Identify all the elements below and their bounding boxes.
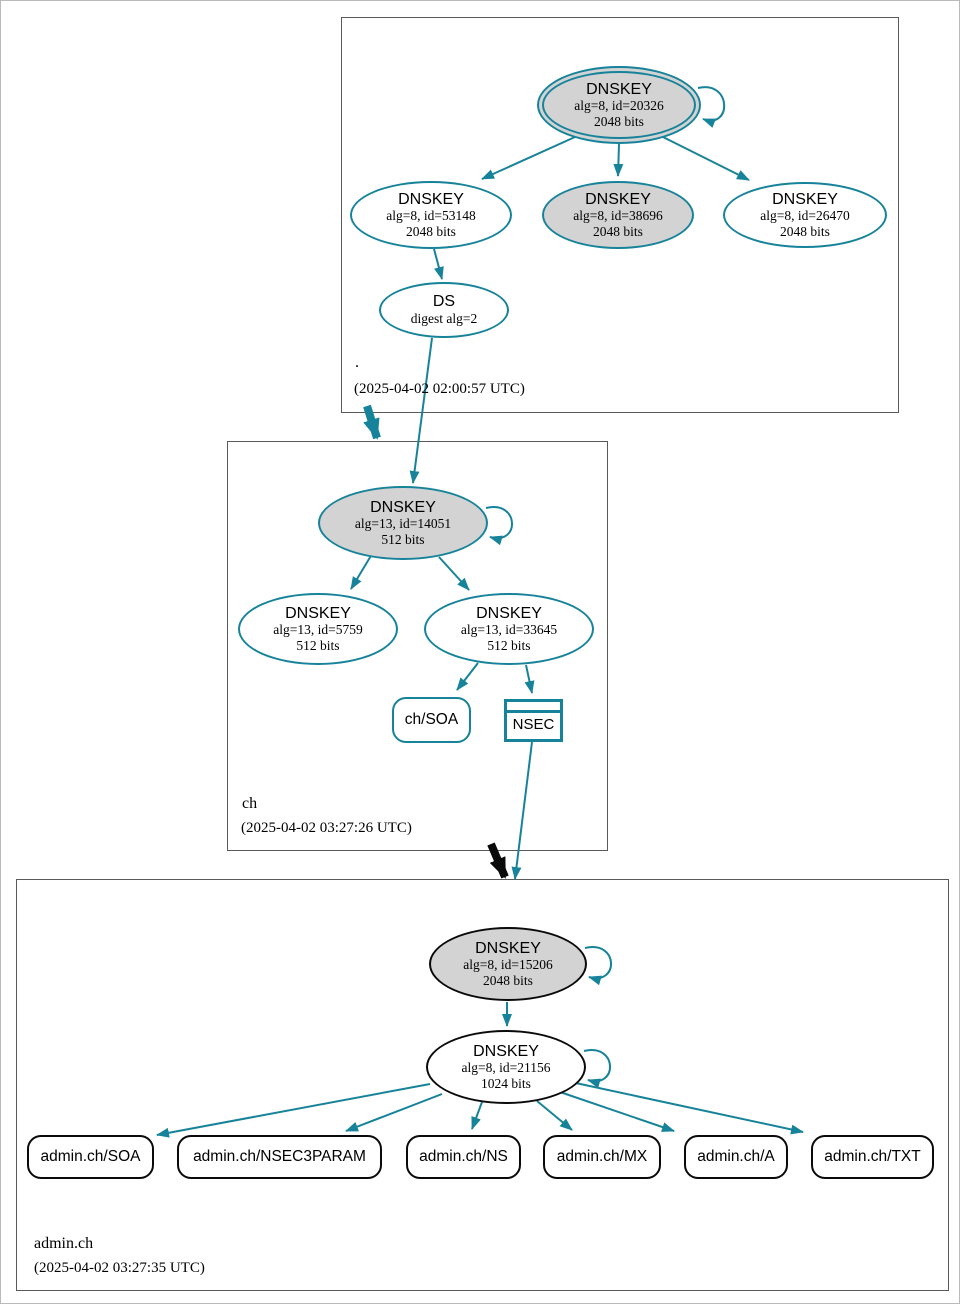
dnskey-alg-id: alg=8, id=15206 xyxy=(463,957,553,973)
zone-timestamp-admin-ch: (2025-04-02 03:27:35 UTC) xyxy=(34,1260,205,1276)
dnskey-bits: 512 bits xyxy=(381,531,425,547)
zone-label-ch: ch xyxy=(242,795,258,812)
zone-label-root: . xyxy=(355,354,359,371)
dnskey-node-33645[interactable] xyxy=(424,593,594,665)
ds-digest-alg: digest alg=2 xyxy=(410,311,478,327)
rrset-label: admin.ch/SOA xyxy=(40,1148,141,1165)
dnskey-bits: 2048 bits xyxy=(780,223,830,239)
dnskey-alg-id: alg=8, id=20326 xyxy=(574,98,664,114)
dnskey-title: DNSKEY xyxy=(476,604,542,622)
dnskey-node-5759[interactable] xyxy=(238,593,398,665)
dnskey-node-26470[interactable] xyxy=(723,182,887,248)
dnskey-title: DNSKEY xyxy=(585,190,651,208)
rrset-label: admin.ch/NSEC3PARAM xyxy=(193,1148,366,1165)
dnskey-bits: 2048 bits xyxy=(406,223,456,239)
nsec-top-bar xyxy=(507,702,560,713)
dnskey-title: DNSKEY xyxy=(475,939,541,957)
dnskey-node-ksk-14051[interactable] xyxy=(318,486,488,560)
dnskey-node-ksk-15206[interactable] xyxy=(429,927,587,1001)
rrset-node-admin-nsec3param[interactable] xyxy=(177,1135,382,1179)
dnskey-title: DNSKEY xyxy=(285,604,351,622)
dnskey-alg-id: alg=8, id=53148 xyxy=(386,208,476,224)
dnskey-title: DNSKEY xyxy=(772,190,838,208)
dnskey-bits: 2048 bits xyxy=(594,113,644,129)
rrset-node-admin-ns[interactable] xyxy=(406,1135,521,1179)
rrset-label: admin.ch/MX xyxy=(556,1148,648,1165)
ds-node[interactable] xyxy=(379,282,509,338)
zone-timestamp-root: (2025-04-02 02:00:57 UTC) xyxy=(354,381,525,397)
dnskey-bits: 512 bits xyxy=(487,637,531,653)
dnskey-alg-id: alg=13, id=33645 xyxy=(460,622,558,638)
nsec-node[interactable] xyxy=(504,699,563,742)
rrset-node-ch-soa[interactable] xyxy=(392,697,471,743)
dnskey-node-53148[interactable] xyxy=(350,181,512,249)
ds-title: DS xyxy=(432,293,456,311)
dnskey-title: DNSKEY xyxy=(370,498,436,516)
dnskey-bits: 2048 bits xyxy=(483,972,533,988)
dnskey-bits: 2048 bits xyxy=(593,223,643,239)
rrset-node-admin-txt[interactable] xyxy=(811,1135,934,1179)
dnskey-alg-id: alg=8, id=38696 xyxy=(573,208,663,224)
dnskey-alg-id: alg=13, id=5759 xyxy=(273,622,363,638)
rrset-label: admin.ch/NS xyxy=(419,1148,508,1165)
dnskey-alg-id: alg=13, id=14051 xyxy=(354,516,452,532)
dnskey-title: DNSKEY xyxy=(398,190,464,208)
dnskey-bits: 512 bits xyxy=(296,637,340,653)
dnskey-node-21156[interactable] xyxy=(426,1030,586,1104)
rrset-label: admin.ch/TXT xyxy=(824,1148,921,1165)
rrset-node-admin-mx[interactable] xyxy=(543,1135,661,1179)
zone-label-admin-ch: admin.ch xyxy=(34,1235,94,1252)
rrset-node-admin-soa[interactable] xyxy=(27,1135,154,1179)
dnskey-title: DNSKEY xyxy=(586,80,652,98)
zone-timestamp-ch: (2025-04-02 03:27:26 UTC) xyxy=(241,820,412,836)
rrset-node-admin-a[interactable] xyxy=(684,1135,788,1179)
rrset-label: admin.ch/A xyxy=(697,1148,775,1165)
nsec-label: NSEC xyxy=(512,716,555,733)
dnskey-title: DNSKEY xyxy=(473,1042,539,1060)
rrset-label: ch/SOA xyxy=(404,711,459,728)
dnskey-alg-id: alg=8, id=21156 xyxy=(461,1060,551,1076)
dnskey-bits: 1024 bits xyxy=(481,1075,531,1091)
dnskey-node-38696[interactable] xyxy=(542,181,694,249)
dnskey-alg-id: alg=8, id=26470 xyxy=(760,208,850,224)
dnskey-node-ksk-20326[interactable] xyxy=(537,66,701,144)
